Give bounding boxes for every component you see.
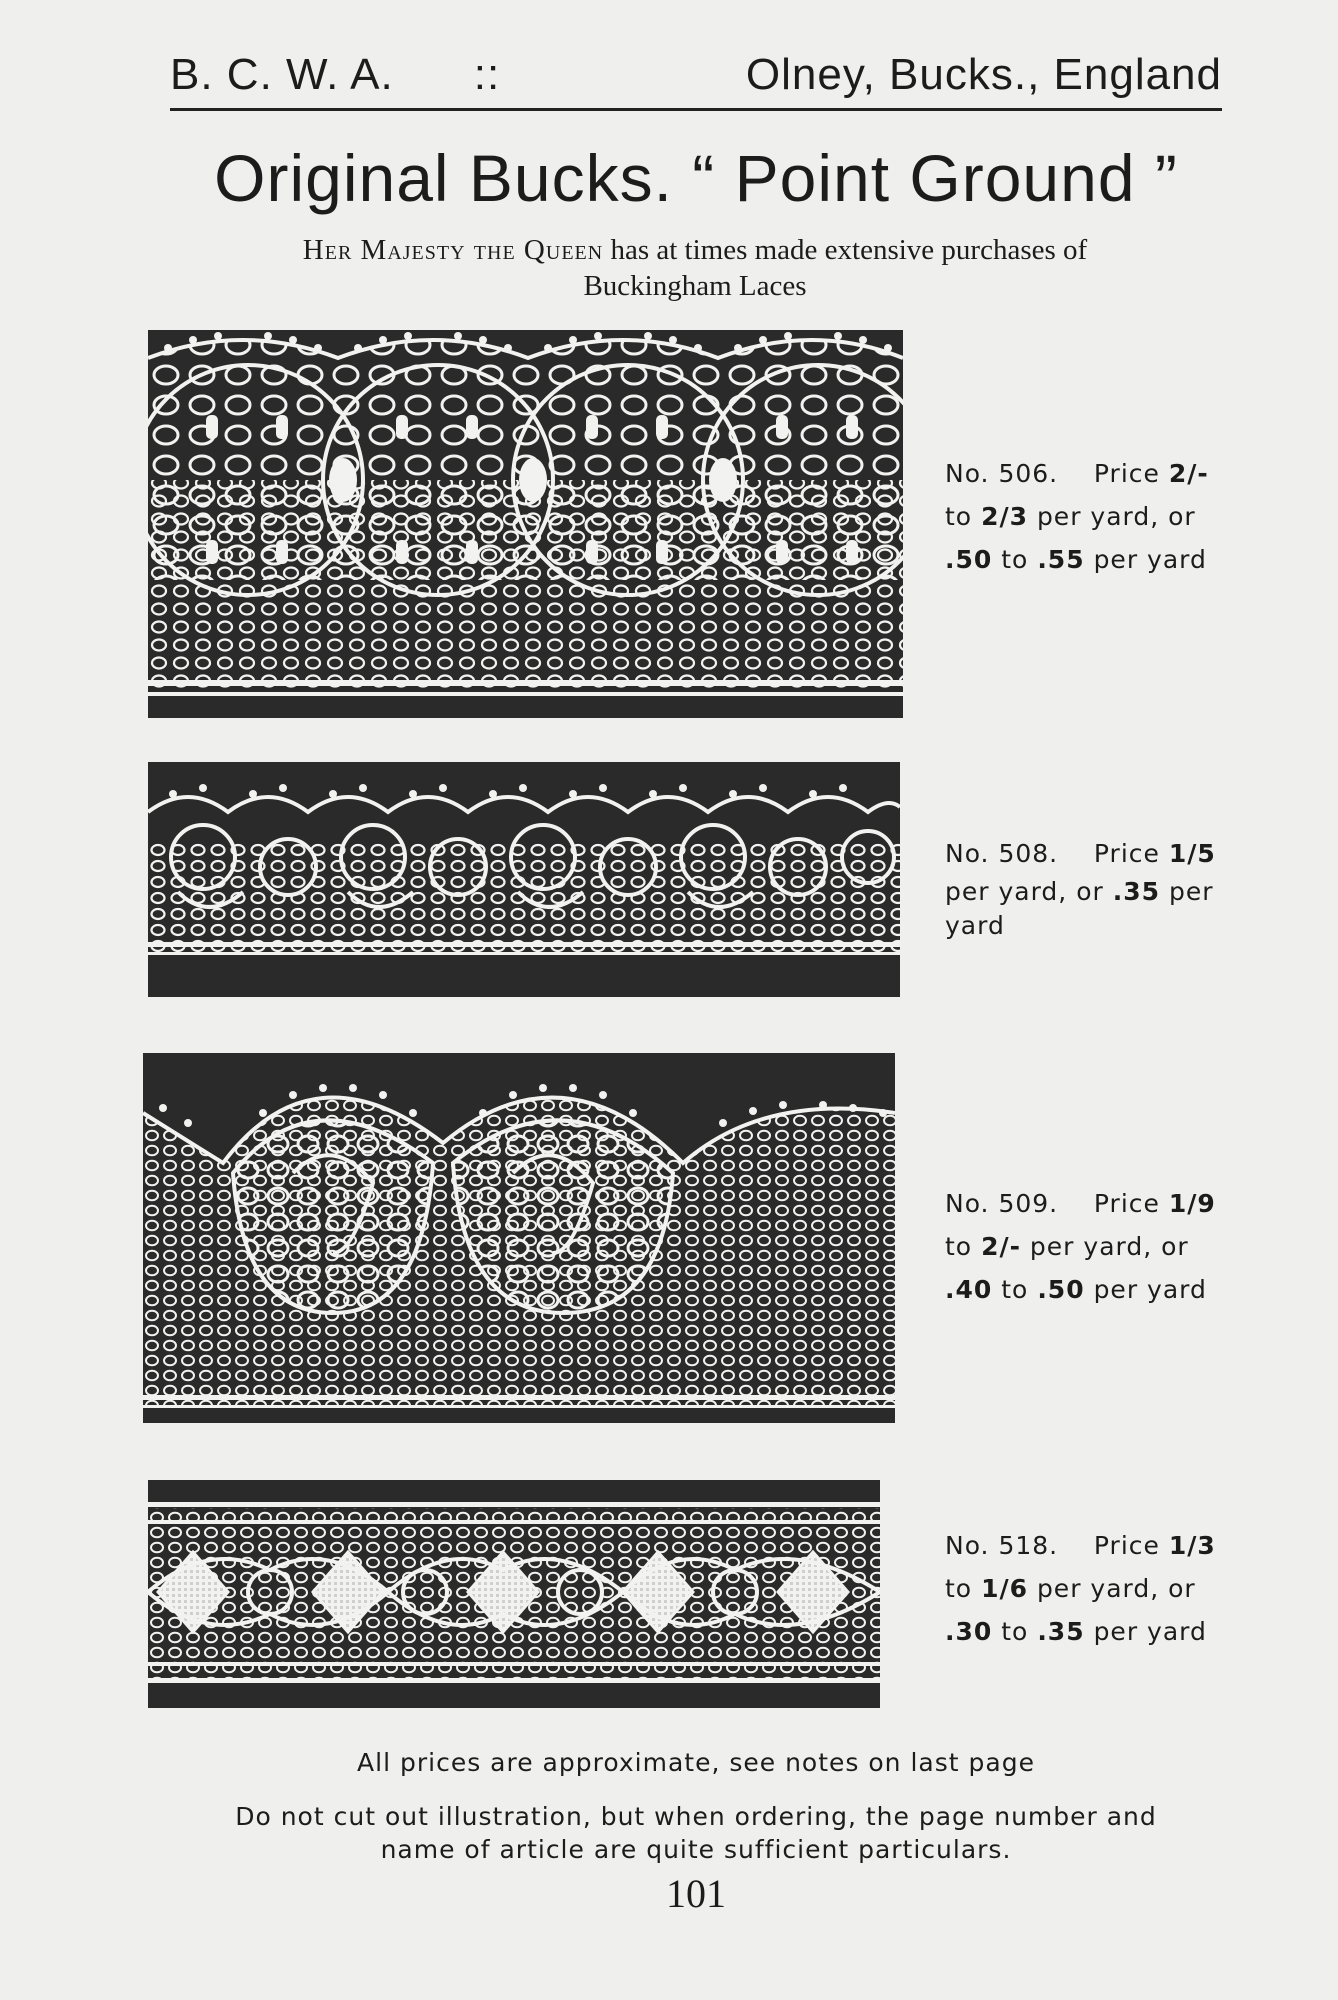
lace-illustration-508 — [148, 762, 900, 997]
price-note: All prices are approximate, see notes on last page — [357, 1748, 1035, 1777]
price-506: No. 506. Price 2/- to 2/3 per yard, or .50 to .55 per yard — [945, 459, 1209, 574]
price-509: No. 509. Price 1/9 to 2/- per yard, or .40 to .50 per yard — [945, 1189, 1216, 1304]
lace-508-pattern — [148, 762, 900, 997]
header-place: Olney, Bucks., England — [745, 50, 1222, 99]
header-separator: :: — [473, 50, 501, 99]
page-header — [170, 38, 1222, 111]
lace-518-pattern — [148, 1480, 880, 1708]
ordering-note-line2: name of article are quite sufficient particulars. — [380, 1835, 1012, 1864]
page-title: Original Bucks. “ Point Ground ” — [214, 141, 1178, 215]
ordering-note-line1: Do not cut out illustration, but when ordering, the page number and — [235, 1802, 1157, 1831]
price-508: No. 508. Price 1/5 per yard, or .35 per yard — [945, 839, 1216, 940]
item-number-518: No. 518. — [945, 1531, 1059, 1560]
page-number: 101 — [666, 1871, 726, 1916]
price-518: No. 518. Price 1/3 to 1/6 per yard, or .30 to .35 per yard — [945, 1531, 1216, 1646]
lace-506-pattern — [148, 330, 903, 718]
item-number-506: No. 506. — [945, 459, 1059, 488]
subtitle-smallcaps: Her Majesty the Queen — [302, 234, 604, 266]
org-initials: B. C. W. A. — [170, 50, 394, 99]
subtitle-line2: Buckingham Laces — [583, 270, 807, 302]
subtitle-line1-rest: has at times made extensive purchases of — [603, 234, 1088, 266]
lace-illustration-509 — [143, 1053, 895, 1423]
lace-509-pattern — [143, 1053, 895, 1423]
lace-illustration-518 — [148, 1480, 880, 1708]
item-number-509: No. 509. — [945, 1189, 1059, 1218]
lace-illustration-506 — [148, 330, 903, 718]
item-number-508: No. 508. — [945, 839, 1059, 868]
page-subtitle — [190, 232, 1200, 304]
ordering-note — [170, 1800, 1222, 1866]
